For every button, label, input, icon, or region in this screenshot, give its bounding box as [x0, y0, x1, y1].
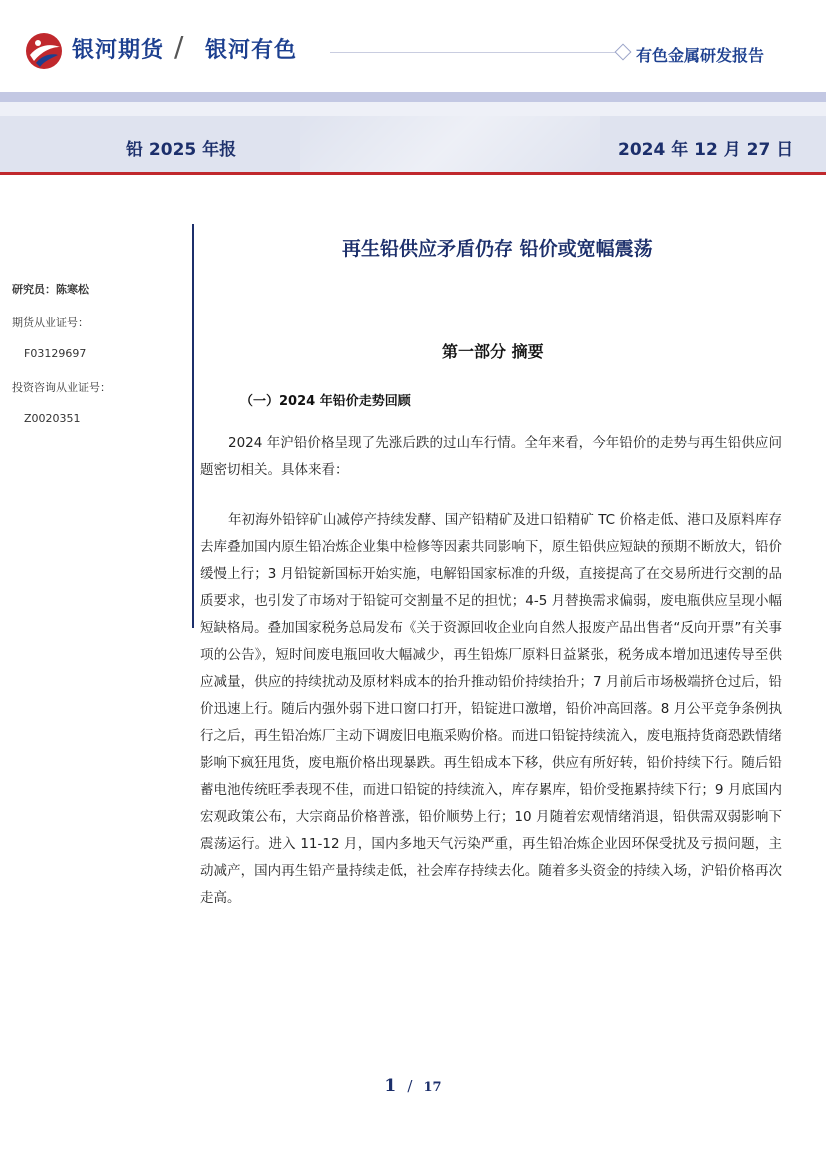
header-band-light	[0, 102, 826, 116]
report-name: 铅 2025 年报	[126, 140, 237, 160]
page-number	[0, 1076, 826, 1096]
header-band	[0, 92, 826, 102]
brand-subtitle: 银河有色	[205, 38, 298, 63]
galaxy-logo-icon	[24, 31, 64, 71]
part-title: 第一部分 摘要	[442, 342, 544, 361]
paragraph: 2024 年沪铅价格呈现了先涨后跌的过山车行情。全年来看，今年铅价的走势与再生铅供应问题密切相关。具体来看：	[200, 435, 782, 478]
invest-cert-label: 投资咨询从业证号：	[12, 381, 111, 394]
header-rule	[330, 52, 622, 53]
brand-divider: /	[174, 30, 184, 63]
sidebar-divider	[192, 224, 194, 628]
page-separator: /	[407, 1077, 413, 1095]
page-header	[0, 0, 826, 92]
futures-cert-label: 期货从业证号：	[12, 316, 89, 329]
page-current: 1	[384, 1076, 397, 1096]
invest-cert-value: Z0020351	[24, 412, 81, 425]
analyst-name: 研究员：陈寒松	[12, 283, 89, 296]
brand-name: 银河期货	[72, 38, 165, 63]
section-title: （一）2024 年铅价走势回顾	[240, 394, 411, 409]
paragraph: 年初海外铅锌矿山减停产持续发酵、国产铅精矿及进口铅精矿 TC 价格走低、港口及原料库存去库叠加国内原生铅冶炼企业集中检修等因素共同影响下，原生铅供应短缺的预期不断放大，铅价缓慢上行；3 月铅锭新国标开始实施，电解铅国家标准的升级，直接提高了在交易所进行交割的品质要求，也引发了市场对于铅锭可交割量不足的担忧；4-5 月替换需求偏弱，废电瓶供应呈现小幅短缺格局。叠加国家税务总局发布《关于资源回收企业向自然人报废产品出售者“反向开票”有关事项的公告》，短时间废电瓶回收大幅减少，再生铅炼厂原料日益紧张，税务成本增加迅速传导至供应减量，供应的持续扰动及原材料成本的抬升推动铅价持续抬升；7 月前后市场极端挤仓过后，铅价迅速上行。随后内强外弱下进口窗口打开，铅锭进口激增，铅价冲高回落。8 月公平竞争条例执行之后，再生铅冶炼厂主动下调废旧电瓶采购价格。而进口铅锭持续流入，废电瓶持货商恐跌情绪影响下疯狂甩货，废电瓶价格出现暴跌。再生铅成本下移，供应有所好转，铅价持续下行。随后铅蓄电池传统旺季表现不佳，而进口铅锭的持续流入，库存累库，铅价受拖累持续下行；9 月底国内宏观政策公布，大宗商品价格普涨，铅价顺势上行；10 月随着宏观情绪消退，铅供需双弱影响下震荡运行。进入 11-12 月，国内多地天气污染严重，再生铅冶炼企业因环保受扰及亏损问题，主动减产，国内再生铅产量持续走低，社会库存持续去化。随着多头资金的持续入场，沪铅价格再次走高。	[200, 512, 782, 906]
futures-cert-value: F03129697	[24, 347, 87, 360]
report-type: 有色金属研发报告	[636, 46, 765, 65]
title-bar-shade	[300, 116, 600, 172]
page-total: 17	[423, 1080, 442, 1095]
red-divider	[0, 172, 826, 175]
page-title: 再生铅供应矛盾仍存 铅价或宽幅震荡	[342, 238, 653, 260]
report-date: 2024 年 12 月 27 日	[618, 140, 794, 160]
diamond-icon	[615, 44, 632, 61]
